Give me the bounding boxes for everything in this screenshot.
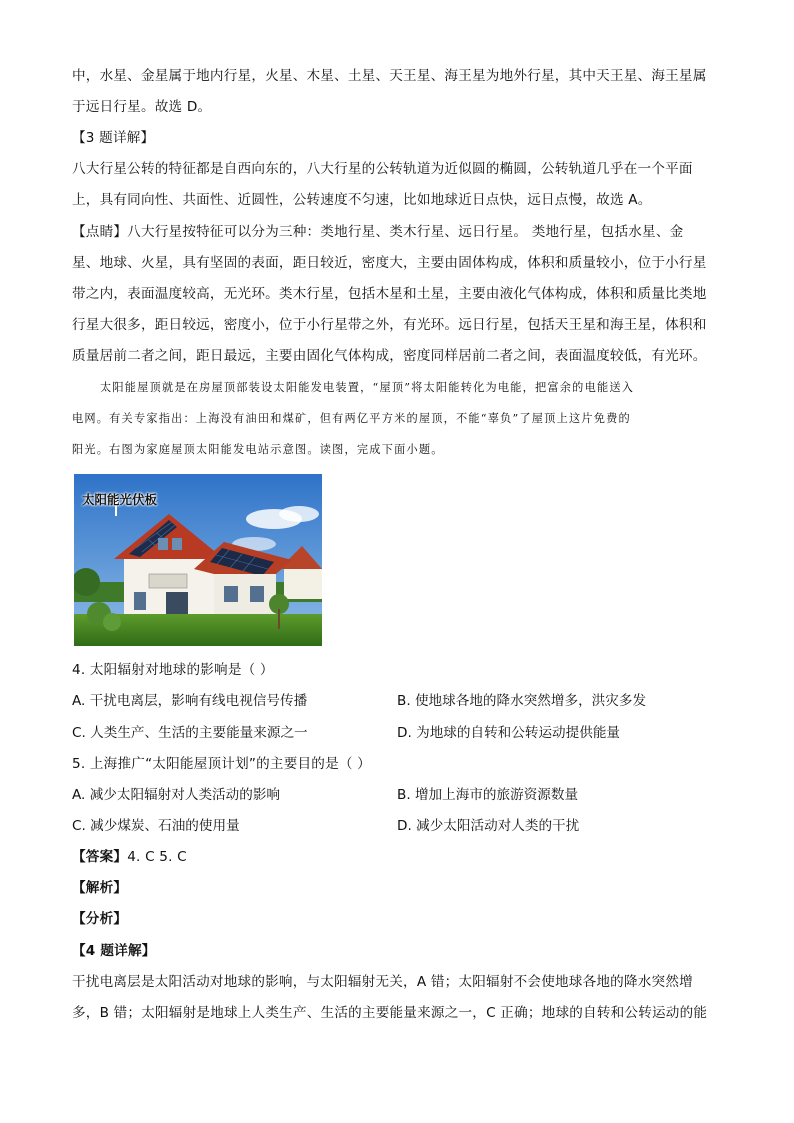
q4-detail-title: 【4 题详解】 (72, 943, 156, 959)
q4-stem: 4. 太阳辐射对地球的影响是（ ） (72, 662, 274, 678)
q4-option-d: D. 为地球的自转和公转运动提供能量 (397, 725, 621, 741)
tip-line: 星、地球、火星，具有坚固的表面，距日较近，密度大，主要由固体构成，体积和质量较小，位于小行星 (72, 255, 707, 271)
tip-line: 带之内，表面温度较高，无光环。类木行星，包括木星和土星，主要由液化气体构成，体积和质量比类地 (72, 286, 707, 302)
tip-line: 【点睛】八大行星按特征可以分为三种：类地行星、类木行星、远日行星。 类地行星，包括水星、金 (72, 224, 684, 240)
solar-roof-photo (74, 474, 322, 646)
tip-line: 质量居前二者之间，距日最远，主要由固化气体构成，密度同样居前二者之间，表面温度较低，有光环。 (72, 348, 707, 364)
body-line: 上，具有同向性、共面性、近圆性，公转速度不匀速，比如地球近日点快，远日点慢，故选 A。 (72, 192, 652, 208)
answer-line (72, 847, 732, 867)
q4-option-c: C. 人类生产、生活的主要能量来源之一 (72, 725, 308, 741)
q4-option-a: A. 干扰电离层，影响有线电视信号传播 (72, 693, 308, 709)
fenxi-heading: 【分析】 (72, 911, 128, 927)
q5-option-a: A. 减少太阳辐射对人类活动的影响 (72, 787, 281, 803)
answer-text: 4. C 5. C (127, 849, 187, 865)
q4-option-b: B. 使地球各地的降水突然增多，洪灾多发 (397, 693, 647, 709)
body-line: 于远日行星。故选 D。 (72, 99, 212, 115)
passage-line: 阳光。右图为家庭屋顶太阳能发电站示意图。读图，完成下面小题。 (72, 443, 444, 456)
q5-option-d: D. 减少太阳活动对人类的干扰 (397, 818, 580, 834)
analysis-line: 多，B 错；太阳辐射是地球上人类生产、生活的主要能量来源之一，C 正确；地球的自转和公转运动的能 (72, 1005, 708, 1021)
q3-detail-title: 【3 题详解】 (72, 130, 155, 146)
body-line: 八大行星公转的特征都是自西向东的，八大行星的公转轨道为近似圆的椭圆，公转轨道几乎在一个平面 (72, 161, 693, 177)
passage-line: 电网。有关专家指出：上海没有油田和煤矿，但有两亿平方米的屋顶，不能“辜负”了屋顶上这片免费的 (72, 412, 631, 425)
body-line: 中，水星、金星属于地内行星，火星、木星、土星、天王星、海王星为地外行星，其中天王星、海王星属 (72, 68, 707, 84)
answer-label: 【答案】 (72, 849, 128, 865)
passage-line: 太阳能屋顶就是在房屋顶部装设太阳能发电装置，“屋顶”将太阳能转化为电能，把富余的电能送入 (100, 381, 635, 394)
q5-option-b: B. 增加上海市的旅游资源数量 (397, 787, 579, 803)
analysis-line: 干扰电离层是太阳活动对地球的影响，与太阳辐射无关，A 错；太阳辐射不会使地球各地的降水突然增 (72, 974, 693, 990)
solar-panel-label: 太阳能光伏板 (82, 492, 158, 507)
jiexi-heading: 【解析】 (72, 880, 128, 896)
q5-stem: 5. 上海推广“太阳能屋顶计划”的主要目的是（ ） (72, 756, 371, 772)
tip-line: 行星大很多，距日较远，密度小，位于小行星带之外，有光环。远日行星，包括天王星和海王星，体积和 (72, 317, 707, 333)
q5-option-c: C. 减少煤炭、石油的使用量 (72, 818, 240, 834)
